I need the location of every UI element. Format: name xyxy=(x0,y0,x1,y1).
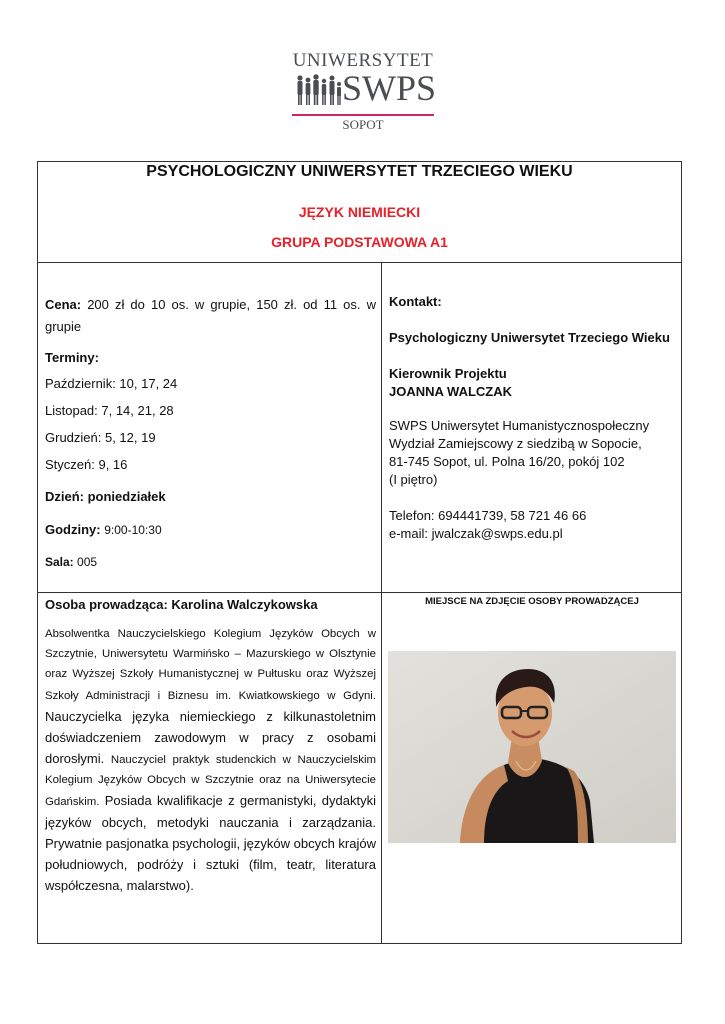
class-day: Dzień: poniedziałek xyxy=(45,489,166,504)
logo-divider xyxy=(292,114,434,116)
class-hours xyxy=(45,519,376,541)
instructor-bio xyxy=(45,624,376,896)
class-room xyxy=(45,551,376,573)
term-november: Listopad: 7, 14, 21, 28 xyxy=(45,403,174,418)
contact-email[interactable]: e-mail: jwalczak@swps.edu.pl xyxy=(389,526,563,541)
manager-role: Kierownik Projektu xyxy=(389,366,507,381)
photo-caption: MIEJSCE NA ZDJĘCIE OSOBY PROWADZĄCEJ xyxy=(425,596,639,607)
term-january: Styczeń: 9, 16 xyxy=(45,457,128,472)
table-divider-header xyxy=(37,262,682,263)
table-divider-middle xyxy=(37,592,682,593)
address-line-4: (I piętro) xyxy=(389,472,438,487)
people-figures-icon xyxy=(295,72,343,106)
course-name: JĘZYK NIEMIECKI xyxy=(298,204,421,220)
bio-experience: Nauczycielka języka niemieckiego z kilkunastoletnim doświadczeniem zawodowym w pracy z osobami dorosłymi. xyxy=(45,709,376,766)
room-label: Sala: xyxy=(45,555,74,569)
address-line-1: SWPS Uniwersytet Humanistycznospołeczny xyxy=(389,418,650,433)
address-line-2: Wydział Zamiejscowy z siedzibą w Sopocie, xyxy=(389,436,642,451)
terms-label: Terminy: xyxy=(45,350,99,365)
university-logo xyxy=(292,50,437,134)
manager-name: JOANNA WALCZAK xyxy=(389,384,513,399)
page-title: PSYCHOLOGICZNY UNIWERSYTET TRZECIEGO WIEKU xyxy=(146,163,573,180)
term-october: Październik: 10, 17, 24 xyxy=(45,376,178,391)
room-value: 005 xyxy=(77,555,98,569)
hours-label: Godziny: xyxy=(45,522,101,537)
contact-org: Psychologiczny Uniwersytet Trzeciego Wieku xyxy=(389,330,670,345)
logo-swps-text: SWPS xyxy=(342,68,437,108)
price-value: 200 zł do 10 os. w grupie, 150 zł. od 11 os. w grupie xyxy=(45,297,376,334)
course-group: GRUPA PODSTAWOWA A1 xyxy=(271,234,448,250)
bio-interests: Posiada kwalifikacje z germanistyki, dydaktyki języków obcych, metodyki nauczania i zarządzania. Prywatnie pasjonatka psychologii, języków obcych krajów południowych, podróży i sztuki (film, teatr, literatura współczesna, malarstwo). xyxy=(45,793,376,893)
address-line-3: 81-745 Sopot, ul. Polna 16/20, pokój 102 xyxy=(389,454,625,469)
instructor-photo xyxy=(388,651,676,843)
price-info xyxy=(45,294,376,338)
contact-phone: Telefon: 694441739, 58 721 46 66 xyxy=(389,508,587,523)
contact-label: Kontakt: xyxy=(389,294,442,309)
logo-university-text: UNIWERSYTET xyxy=(292,50,434,71)
price-label: Cena: xyxy=(45,297,82,312)
instructor-heading: Osoba prowadząca: Karolina Walczykowska xyxy=(45,597,318,612)
hours-value: 9:00-10:30 xyxy=(104,523,162,537)
bio-education: Absolwentka Nauczycielskiego Kolegium Języków Obcych w Szczytnie, Uniwersytetu Warmińsko – Mazurskiego w Olsztynie oraz Wyższej Szkoły Humanistycznej w Pułtusku oraz Wyższej Szkoły Administracji i Biznesu im. Kwiatkowskiego w Gdyni. xyxy=(45,628,376,702)
logo-city-text: SOPOT xyxy=(342,117,384,132)
bio-mentoring: Nauczyciel praktyk studenckich w Nauczycielskim Kolegium Języków Obcych w Szczytnie oraz na Uniwersytecie Gdańskim. xyxy=(45,754,376,808)
term-december: Grudzień: 5, 12, 19 xyxy=(45,430,156,445)
